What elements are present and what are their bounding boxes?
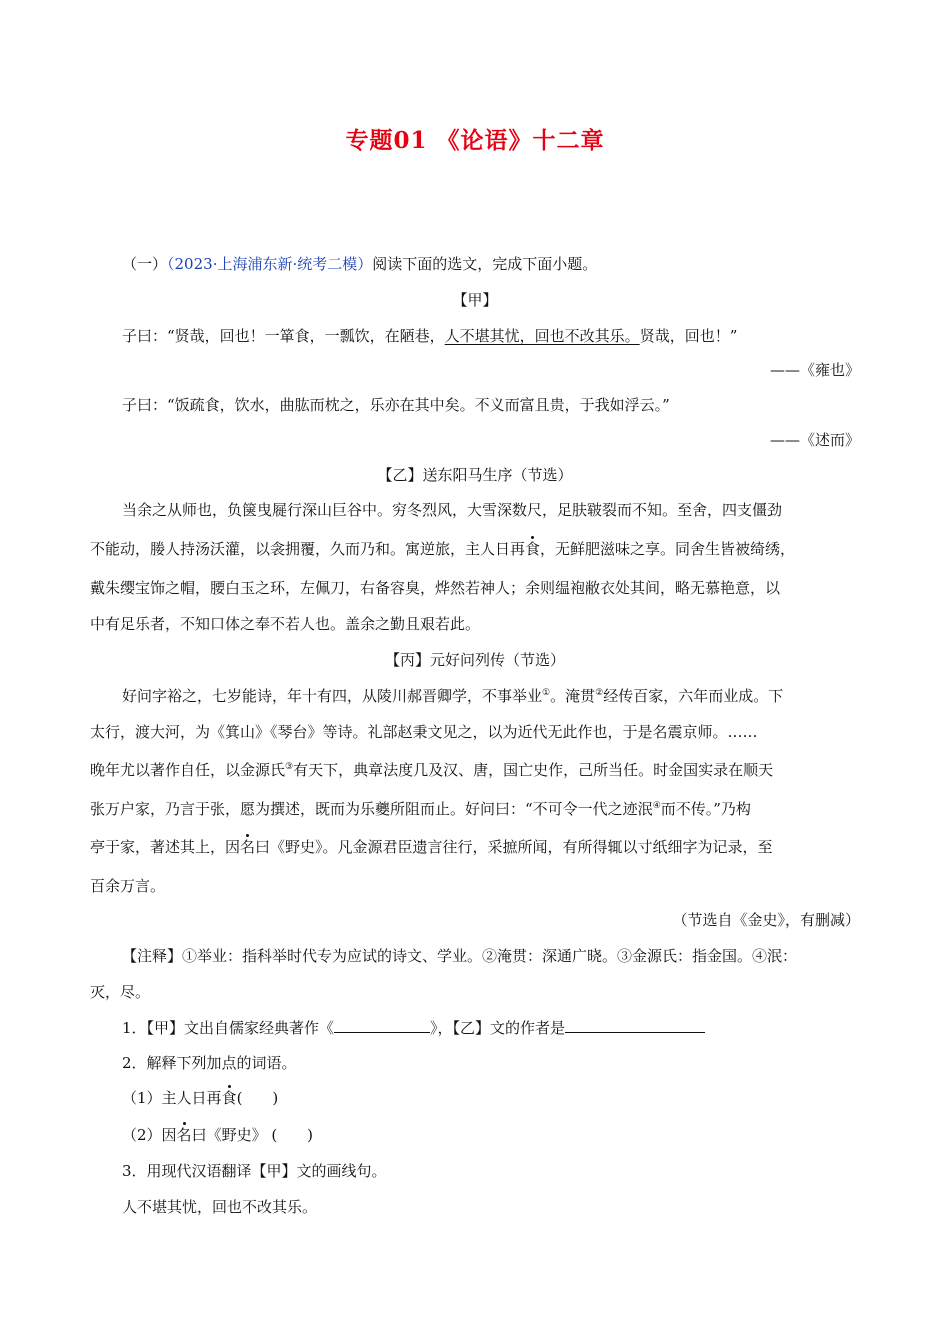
jia-text: 子曰：“贤哉，回也！一箪食，一瓢饮，在陋巷， [122, 327, 445, 345]
question-2-2 [122, 1125, 313, 1145]
question-text: 1．【甲】文出自儒家经典著作《 [122, 1019, 335, 1037]
dotted-word: 食 [221, 1089, 237, 1107]
answer-blank[interactable] [334, 1018, 430, 1033]
answer-blank[interactable] [565, 1018, 705, 1033]
yi-line-3: 戴朱缨宝饰之帽，腰白玉之环，左佩刀，右备容臭，烨然若神人；余则缊袍敝衣处其间，略无慕艳意，以 [90, 579, 781, 597]
section-number: （一） [122, 255, 168, 273]
note-mark: ③ [285, 762, 294, 772]
bing-line-2: 太行，渡大河，为《箕山》《琴台》等诗。礼部赵秉文见之，以为近代无此作也，于是名震京师。…… [90, 723, 758, 741]
bing-source: （节选自《金史》，有删减） [672, 911, 860, 929]
notes-line-1: 【注释】①举业：指科举时代专为应试的诗文、学业。②淹贯：深通广晓。③金源氏：指金国。④泯： [122, 947, 798, 965]
bing-text: 晚年尤以著作自任，以金源氏 [90, 761, 286, 779]
yi-line-1: 当余之从师也，负箧曳屣行深山巨谷中。穷冬烈风，大雪深数尺，足肤皲裂而不知。至舍，四支僵劲 [122, 501, 783, 519]
bing-line-1 [122, 686, 783, 706]
question-2: 2．解释下列加点的词语。 [122, 1054, 297, 1072]
dotted-word: 名 [240, 838, 256, 856]
note-mark: ④ [652, 801, 661, 811]
dotted-word: 食 [525, 540, 541, 558]
bing-text: 好问字裕之，七岁能诗，年十有四，从陵川郝晋卿学，不事举业 [122, 687, 543, 705]
bing-text: 而不传。”乃构 [660, 800, 751, 818]
jia-passage-2: 子曰：“饭疏食，饮水，曲肱而枕之，乐亦在其中矣。不义而富且贵，于我如浮云。” [122, 396, 670, 414]
jia-source-1: ——《雍也》 [769, 361, 860, 379]
notes-line-2: 灭，尽。 [90, 983, 151, 1001]
bing-line-5 [90, 837, 773, 857]
question-3-sentence: 人不堪其忧，回也不改其乐。 [122, 1198, 318, 1216]
bing-text: 经传百家，六年而业成。下 [603, 687, 784, 705]
note-mark: ② [595, 688, 604, 698]
question-text: （2）因 [122, 1126, 177, 1144]
question-2-1 [122, 1088, 278, 1108]
jia-passage-1 [122, 326, 737, 346]
question-text: 》，【乙】文的作者是 [430, 1019, 566, 1037]
yi-line-2 [90, 539, 795, 559]
yi-line-4: 中有足乐者，不知口体之奉不若人也。盖余之勤且艰若此。 [90, 615, 481, 633]
yi-heading: 【乙】送东阳马生序（节选） [377, 466, 573, 484]
page-title: 专题01 《论语》十二章 [345, 127, 605, 154]
question-text: （1）主人日再 [122, 1089, 222, 1107]
bing-text: 张万户家，乃言于张，愿为撰述，既而为乐夔所阻而止。好问曰：“不可令一代之迹泯 [90, 800, 653, 818]
instruction: 阅读下面的选文，完成下面小题。 [372, 255, 598, 273]
answer-parentheses[interactable]: ( ) [236, 1089, 279, 1107]
bing-text: 曰《野史》。凡金源君臣遗言往行，采摭所闻，有所得辄以寸纸细字为记录，至 [255, 838, 773, 856]
bing-line-3 [90, 760, 773, 780]
bing-text: 有天下，典章法度几及汉、唐，国亡史作，己所当任。时金国实录在顺天 [293, 761, 774, 779]
yi-text: 不能动，媵人持汤沃灌，以衾拥覆，久而乃和。寓逆旅，主人日再 [90, 540, 526, 558]
jia-source-2: ——《述而》 [769, 431, 860, 449]
question-3: 3．用现代汉语翻译【甲】文的画线句。 [122, 1162, 387, 1180]
intro-line [122, 254, 597, 274]
bing-text: 。淹贯 [550, 687, 596, 705]
jia-heading: 【甲】 [452, 291, 498, 309]
note-mark: ① [542, 688, 551, 698]
bing-text: 亭于家，著述其上，因 [90, 838, 241, 856]
exam-source: （2023·上海浦东新·统考二模） [167, 255, 373, 273]
bing-heading: 【丙】元好问列传（节选） [384, 651, 565, 669]
answer-parentheses[interactable]: 曰《野史》 ( ) [191, 1126, 314, 1144]
question-1 [122, 1018, 705, 1038]
yi-text: ，无鲜肥滋味之享。同舍生皆被绮绣， [540, 540, 796, 558]
jia-text: 贤哉，回也！” [639, 327, 738, 345]
dotted-word: 名 [176, 1126, 192, 1144]
bing-line-6: 百余万言。 [90, 877, 166, 895]
bing-line-4 [90, 799, 751, 819]
underlined-sentence: 人不堪其忧，回也不改其乐。 [444, 327, 640, 345]
